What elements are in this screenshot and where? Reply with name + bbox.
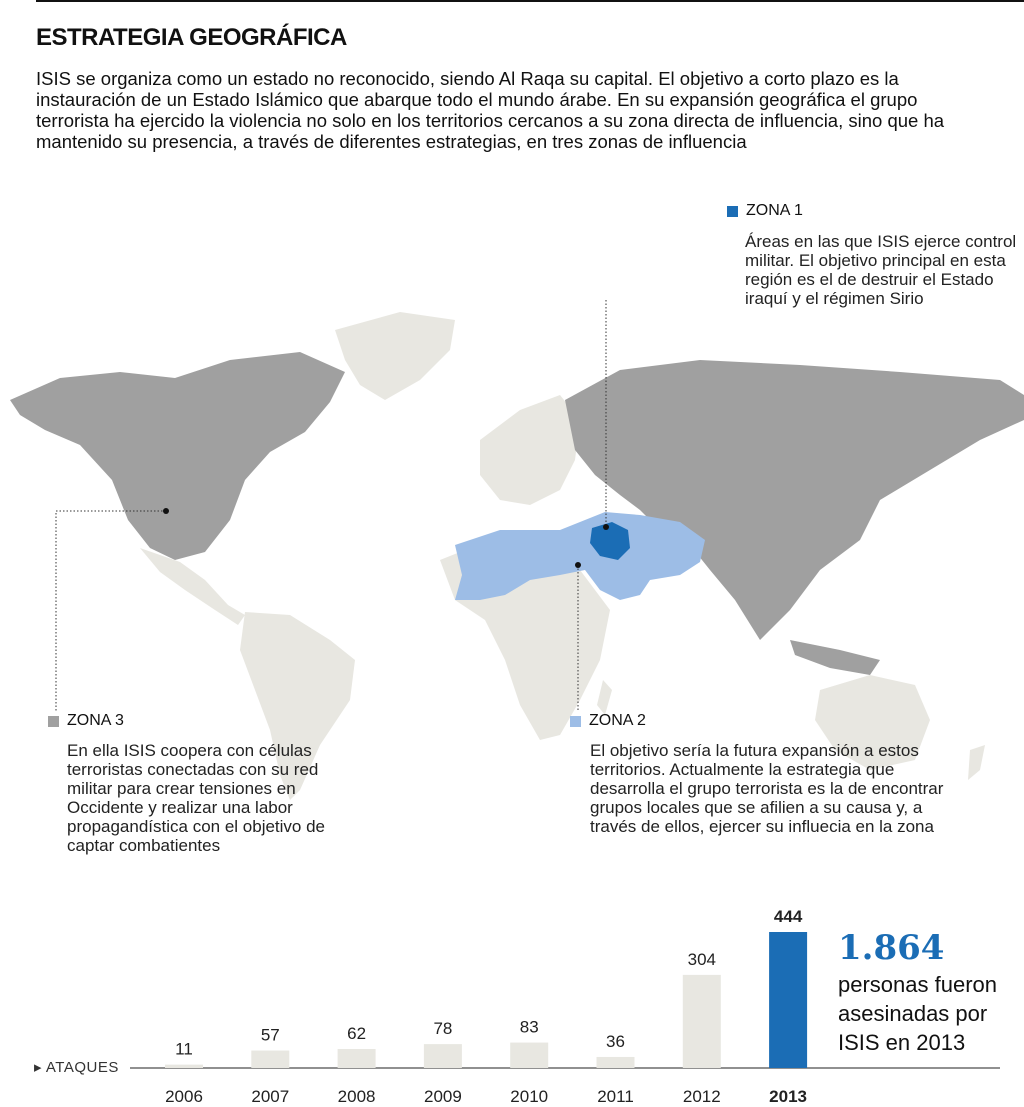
new-zealand-landmass [968, 745, 985, 780]
central-america-landmass [140, 548, 245, 625]
zone3-swatch [48, 716, 59, 727]
zone2-swatch [570, 716, 581, 727]
bar-2006 [165, 1065, 203, 1068]
bar-2010 [510, 1043, 548, 1068]
zone1-label: ZONA 1 [746, 202, 803, 219]
bar-2011 [597, 1057, 635, 1068]
tick-label-2013: 2013 [769, 1087, 808, 1106]
total-killed-number: 1.864 [838, 928, 945, 968]
europe-landmass [480, 395, 580, 505]
world-map [0, 300, 1024, 800]
zone2-marker [575, 562, 581, 568]
zone1-marker [603, 524, 609, 530]
zone3-description: En ella ISIS coopera con células terroristas conectadas con su red militar para crear tensiones en Occidente y realizar una labor propagandística con el objetivo de captar combatientes [67, 741, 326, 855]
value-label-2011: 36 [606, 1031, 625, 1051]
tick-label-2009: 2009 [423, 1087, 462, 1106]
zone1-swatch [727, 206, 738, 217]
axis-label-ataques: ▸ ATAQUES [34, 1059, 119, 1076]
value-label-2006: 11 [175, 1039, 193, 1059]
value-label-2010: 83 [519, 1017, 539, 1037]
zone3-label: ZONA 3 [67, 712, 124, 729]
zone3-header [48, 712, 124, 730]
intro-text: ISIS se organiza como un estado no reconocido, siendo Al Raqa su capital. El objetivo a corto plazo es la instauración de un Estado Islámico que abarque todo el mundo árabe. En su expansión geográfica el grupo terrorista ha ejercido la violencia no solo en los territorios cercanos a su zona directa de influencia, sino que ha mantenido su presencia, a través de diferentes estrategias, en tres zonas de influencia [36, 68, 945, 152]
bar-2008 [338, 1049, 376, 1068]
value-label-2007: 57 [260, 1025, 280, 1045]
tick-label-2006: 2006 [165, 1087, 203, 1106]
value-label-2008: 62 [347, 1024, 367, 1044]
greenland-landmass [335, 312, 455, 400]
top-rule [36, 0, 1024, 2]
tick-label-2007: 2007 [251, 1087, 290, 1106]
zone3-marker [163, 508, 169, 514]
value-label-2012: 304 [687, 949, 716, 969]
tick-label-2008: 2008 [337, 1087, 376, 1106]
asia-landmass [565, 360, 1024, 640]
zone2-label: ZONA 2 [589, 712, 646, 729]
bar-2007 [251, 1051, 289, 1068]
page-title: ESTRATEGIA GEOGRÁFICA [36, 24, 347, 51]
bar-2012 [683, 975, 721, 1068]
zone1-description: Áreas en las que ISIS ejerce control militar. El objetivo principal en esta región es el de destruir el Estado iraquí y el régimen Sirio [745, 232, 1017, 308]
bar-2009 [424, 1044, 462, 1068]
zone2-header [570, 712, 646, 730]
total-killed-caption: personas fueron asesinadas por ISIS en 2013 [838, 972, 997, 1055]
tick-label-2012: 2012 [682, 1087, 721, 1106]
zone2-description: El objetivo sería la futura expansión a estos territorios. Actualmente la estrategia que desarrolla el grupo terrorista es la de encontrar grupos locales que se afilien a su causa y, a través de ellos, ejercer su influecia en la zona [590, 741, 944, 836]
value-label-2013: 444 [773, 907, 803, 926]
zone1-header [727, 202, 803, 220]
ylabel-text: ATAQUES [45, 1059, 119, 1076]
tick-label-2011: 2011 [597, 1087, 634, 1106]
north-america-landmass [10, 352, 345, 560]
southeast-asia-islands [790, 640, 880, 675]
tick-label-2010: 2010 [510, 1087, 549, 1106]
value-label-2009: 78 [433, 1019, 453, 1039]
bar-2013 [769, 932, 807, 1068]
madagascar-landmass [597, 680, 612, 715]
